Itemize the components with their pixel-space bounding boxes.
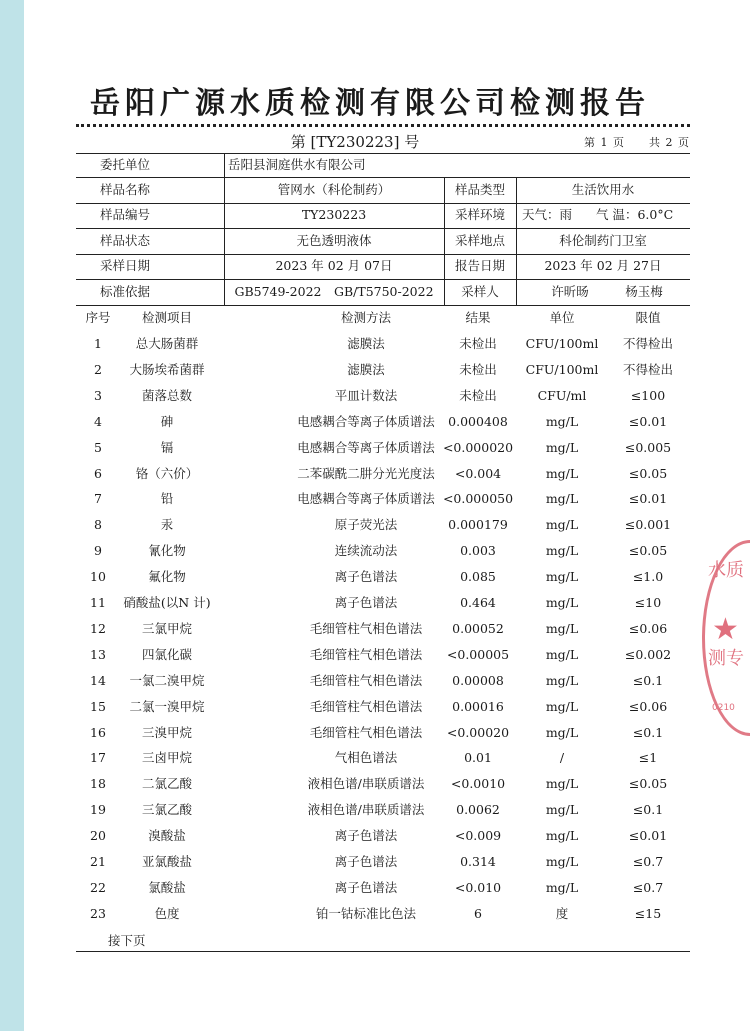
result-unit-cell: mg/L xyxy=(545,724,579,740)
result-result-cell: 0.00008 xyxy=(452,672,504,688)
result-method-cell: 离子色谱法 xyxy=(334,879,398,895)
result-unit-cell: mg/L xyxy=(545,672,579,688)
result-unit-cell: mg/L xyxy=(545,802,579,818)
result-limit-cell: ≤0.001 xyxy=(624,517,672,533)
result-limit-cell: ≤0.005 xyxy=(624,439,672,455)
result-limit-cell: ≤0.7 xyxy=(632,879,664,895)
result-result-cell: <0.00020 xyxy=(446,724,510,740)
result-method-cell: 电感耦合等离子体质谱法 xyxy=(297,439,435,455)
result-unit-cell: mg/L xyxy=(545,491,579,507)
result-method-cell: 离子色谱法 xyxy=(334,854,398,869)
result-result-cell: 6 xyxy=(474,905,482,921)
result-limit-cell: ≤0.05 xyxy=(628,465,668,481)
info-rule-bottom xyxy=(76,305,690,306)
result-item-cell: 三卤甲烷 xyxy=(141,750,192,766)
result-seq-cell: 2 xyxy=(94,361,102,377)
result-method-cell: 离子色谱法 xyxy=(334,595,398,610)
result-limit-cell: ≤1 xyxy=(638,750,658,766)
location-label: 采样地点 xyxy=(454,233,505,248)
sample-no-label: 样品编号 xyxy=(100,207,151,222)
result-unit-cell: mg/L xyxy=(545,465,579,481)
results-rule-bottom xyxy=(76,951,690,952)
result-limit-cell: ≤100 xyxy=(630,387,666,403)
result-result-cell: 0.003 xyxy=(460,543,496,559)
result-seq-cell: 8 xyxy=(94,517,102,533)
result-unit-cell: mg/L xyxy=(545,620,579,636)
seal-text-top: 水质 xyxy=(708,560,744,581)
sample-name-label: 样品名称 xyxy=(100,182,151,197)
result-item-cell: 氯酸盐 xyxy=(148,879,186,895)
result-item-cell: 硝酸盐(以N 计) xyxy=(123,595,211,610)
result-result-cell: 未检出 xyxy=(459,361,497,377)
result-item-cell: 镉 xyxy=(160,439,174,455)
result-method-cell: 毛细管柱气相色谱法 xyxy=(309,724,423,740)
info-rule xyxy=(76,279,690,280)
result-unit-cell: mg/L xyxy=(545,776,579,792)
result-seq-cell: 17 xyxy=(90,750,106,766)
result-limit-cell: ≤0.1 xyxy=(632,724,664,740)
result-unit-cell: mg/L xyxy=(545,879,579,895)
result-seq-cell: 7 xyxy=(94,491,102,507)
result-item-cell: 三氯乙酸 xyxy=(141,802,192,818)
report-date-label: 报告日期 xyxy=(454,258,505,273)
result-seq-cell: 21 xyxy=(90,854,106,869)
result-result-cell: 0.000408 xyxy=(448,413,508,429)
result-result-cell: 0.00052 xyxy=(452,620,504,636)
result-seq-cell: 13 xyxy=(90,646,106,662)
scan-edge-strip xyxy=(0,0,24,1031)
sampling-date-label: 采样日期 xyxy=(100,258,151,273)
sampling-date-value: 2023 年 02 月 07日 xyxy=(275,258,393,273)
result-result-cell: 未检出 xyxy=(459,387,497,403)
result-seq-cell: 5 xyxy=(94,439,102,455)
result-result-cell: <0.000020 xyxy=(442,439,514,455)
result-limit-cell: ≤0.05 xyxy=(628,543,668,559)
result-result-cell: <0.000050 xyxy=(442,491,514,507)
result-limit-cell: ≤1.0 xyxy=(632,569,664,585)
result-item-cell: 四氯化碳 xyxy=(141,646,192,662)
env-weather: 天气：雨 xyxy=(522,207,573,222)
result-result-cell: <0.00005 xyxy=(446,646,510,662)
info-rule xyxy=(76,203,690,204)
result-item-cell: 二氯一溴甲烷 xyxy=(129,698,205,714)
result-method-cell: 气相色谱法 xyxy=(334,750,398,766)
result-limit-cell: ≤0.1 xyxy=(632,802,664,818)
env-label: 采样环境 xyxy=(454,207,505,222)
sample-type-label: 样品类型 xyxy=(454,182,505,197)
result-limit-cell: 不得检出 xyxy=(622,336,673,351)
result-unit-cell: mg/L xyxy=(545,439,579,455)
state-value: 无色透明液体 xyxy=(296,233,372,248)
result-seq-cell: 19 xyxy=(90,802,106,818)
result-item-cell: 三氯甲烷 xyxy=(141,620,192,636)
result-seq-cell: 4 xyxy=(94,413,102,429)
info-rule xyxy=(76,177,690,178)
info-rule xyxy=(76,228,690,229)
result-seq-cell: 3 xyxy=(94,387,102,403)
result-method-cell: 液相色谱/串联质谱法 xyxy=(307,776,425,792)
results-header-result: 结果 xyxy=(465,310,491,325)
sampler-name: 杨玉梅 xyxy=(625,284,663,299)
result-result-cell: 0.0062 xyxy=(456,802,500,818)
result-method-cell: 毛细管柱气相色谱法 xyxy=(309,620,423,636)
result-result-cell: 0.00016 xyxy=(452,698,504,714)
result-unit-cell: 度 xyxy=(555,905,569,921)
result-seq-cell: 9 xyxy=(94,543,102,559)
result-result-cell: 未检出 xyxy=(459,336,497,351)
result-seq-cell: 6 xyxy=(94,465,102,481)
result-item-cell: 大肠埃希菌群 xyxy=(129,361,205,377)
result-item-cell: 铬（六价） xyxy=(135,465,199,481)
result-seq-cell: 10 xyxy=(90,569,106,585)
info-rule xyxy=(76,254,690,255)
sample-type-value: 生活饮用水 xyxy=(571,182,635,197)
report-number: 第 [TY230223] 号 xyxy=(290,133,420,151)
seal-star-icon: ★ xyxy=(712,612,739,647)
client-label: 委托单位 xyxy=(100,157,151,172)
result-method-cell: 二苯碳酰二肼分光光度法 xyxy=(297,465,435,481)
result-seq-cell: 11 xyxy=(90,595,106,610)
result-limit-cell: ≤0.06 xyxy=(628,620,668,636)
sampler-name: 许昕旸 xyxy=(551,284,589,299)
result-unit-cell: mg/L xyxy=(545,828,579,844)
result-seq-cell: 14 xyxy=(90,672,106,688)
result-item-cell: 氰化物 xyxy=(148,543,186,559)
result-item-cell: 铅 xyxy=(160,491,174,507)
sampler-label: 采样人 xyxy=(461,284,499,299)
result-method-cell: 毛细管柱气相色谱法 xyxy=(309,698,423,714)
result-unit-cell: CFU/100ml xyxy=(525,336,599,351)
report-date-value: 2023 年 02 月 27日 xyxy=(544,258,662,273)
result-result-cell: 0.000179 xyxy=(448,517,508,533)
result-limit-cell: ≤0.05 xyxy=(628,776,668,792)
result-item-cell: 色度 xyxy=(154,905,180,921)
result-method-cell: 铂一钴标准比色法 xyxy=(315,905,416,921)
result-method-cell: 液相色谱/串联质谱法 xyxy=(307,802,425,818)
result-item-cell: 溴酸盐 xyxy=(148,828,186,844)
result-item-cell: 总大肠菌群 xyxy=(135,336,199,351)
result-method-cell: 电感耦合等离子体质谱法 xyxy=(297,491,435,507)
result-unit-cell: mg/L xyxy=(545,646,579,662)
result-unit-cell: mg/L xyxy=(545,569,579,585)
result-method-cell: 离子色谱法 xyxy=(334,828,398,844)
result-seq-cell: 22 xyxy=(90,879,106,895)
result-seq-cell: 18 xyxy=(90,776,106,792)
result-seq-cell: 1 xyxy=(94,336,102,351)
title-divider xyxy=(76,124,690,127)
results-header-unit: 单位 xyxy=(549,310,575,325)
client-value: 岳阳县洞庭供水有限公司 xyxy=(228,157,366,172)
result-seq-cell: 12 xyxy=(90,620,106,636)
standard-value: GB5749-2022 GB/T5750-2022 xyxy=(234,284,434,299)
result-unit-cell: / xyxy=(559,750,565,766)
result-method-cell: 平皿计数法 xyxy=(334,387,398,403)
result-item-cell: 亚氯酸盐 xyxy=(141,854,192,869)
result-item-cell: 汞 xyxy=(160,517,174,533)
result-item-cell: 一氯二溴甲烷 xyxy=(129,672,205,688)
result-unit-cell: mg/L xyxy=(545,698,579,714)
info-col-divider xyxy=(224,153,225,305)
result-method-cell: 滤膜法 xyxy=(347,336,385,351)
result-limit-cell: ≤0.01 xyxy=(628,491,668,507)
result-seq-cell: 15 xyxy=(90,698,106,714)
result-unit-cell: CFU/ml xyxy=(537,387,587,403)
result-item-cell: 砷 xyxy=(160,413,174,429)
result-limit-cell: ≤15 xyxy=(634,905,662,921)
result-seq-cell: 20 xyxy=(90,828,106,844)
location-value: 科伦制药门卫室 xyxy=(559,233,647,248)
result-seq-cell: 16 xyxy=(90,724,106,740)
sample-no-value: TY230223 xyxy=(301,207,367,222)
result-limit-cell: ≤0.1 xyxy=(632,672,664,688)
standard-label: 标准依据 xyxy=(100,284,151,299)
env-temperature: 气 温：6.0°C xyxy=(596,207,674,222)
result-limit-cell: ≤10 xyxy=(634,595,662,610)
result-limit-cell: ≤0.7 xyxy=(632,854,664,869)
result-limit-cell: 不得检出 xyxy=(622,361,673,377)
result-method-cell: 连续流动法 xyxy=(334,543,398,559)
results-header-item: 检测项目 xyxy=(141,310,192,325)
result-limit-cell: ≤0.01 xyxy=(628,413,668,429)
result-result-cell: 0.314 xyxy=(460,854,496,869)
results-header-limit: 限值 xyxy=(635,310,661,325)
result-item-cell: 氟化物 xyxy=(148,569,186,585)
seal-text-bottom: 测专 xyxy=(708,648,744,669)
result-limit-cell: ≤0.002 xyxy=(624,646,672,662)
page-indicator: 第 1 页 共 2 页 xyxy=(584,136,690,149)
result-unit-cell: mg/L xyxy=(545,413,579,429)
result-result-cell: <0.004 xyxy=(454,465,502,481)
result-method-cell: 滤膜法 xyxy=(347,361,385,377)
result-unit-cell: mg/L xyxy=(545,517,579,533)
result-item-cell: 二氯乙酸 xyxy=(141,776,192,792)
result-item-cell: 三溴甲烷 xyxy=(141,724,192,740)
result-result-cell: <0.009 xyxy=(454,828,502,844)
info-rule-top xyxy=(76,153,690,154)
result-unit-cell: mg/L xyxy=(545,543,579,559)
result-unit-cell: mg/L xyxy=(545,595,579,610)
result-result-cell: 0.464 xyxy=(460,595,496,610)
result-method-cell: 离子色谱法 xyxy=(334,569,398,585)
results-header-seq: 序号 xyxy=(85,310,111,325)
continued-note: 接下页 xyxy=(108,933,146,948)
result-unit-cell: CFU/100ml xyxy=(525,361,599,377)
sample-name-value: 管网水（科伦制药） xyxy=(277,182,391,197)
result-result-cell: <0.0010 xyxy=(450,776,506,792)
result-result-cell: 0.085 xyxy=(460,569,496,585)
result-seq-cell: 23 xyxy=(90,905,106,921)
result-method-cell: 毛细管柱气相色谱法 xyxy=(309,672,423,688)
result-result-cell: <0.010 xyxy=(454,879,502,895)
result-limit-cell: ≤0.01 xyxy=(628,828,668,844)
seal-number: 0210 xyxy=(712,703,735,713)
result-limit-cell: ≤0.06 xyxy=(628,698,668,714)
results-header-method: 检测方法 xyxy=(340,310,391,325)
result-method-cell: 电感耦合等离子体质谱法 xyxy=(297,413,435,429)
result-unit-cell: mg/L xyxy=(545,854,579,869)
report-title: 岳阳广源水质检测有限公司检测报告 xyxy=(90,86,650,121)
state-label: 样品状态 xyxy=(100,233,151,248)
result-item-cell: 菌落总数 xyxy=(141,387,192,403)
result-method-cell: 原子荧光法 xyxy=(334,517,398,533)
result-result-cell: 0.01 xyxy=(464,750,492,766)
result-method-cell: 毛细管柱气相色谱法 xyxy=(309,646,423,662)
